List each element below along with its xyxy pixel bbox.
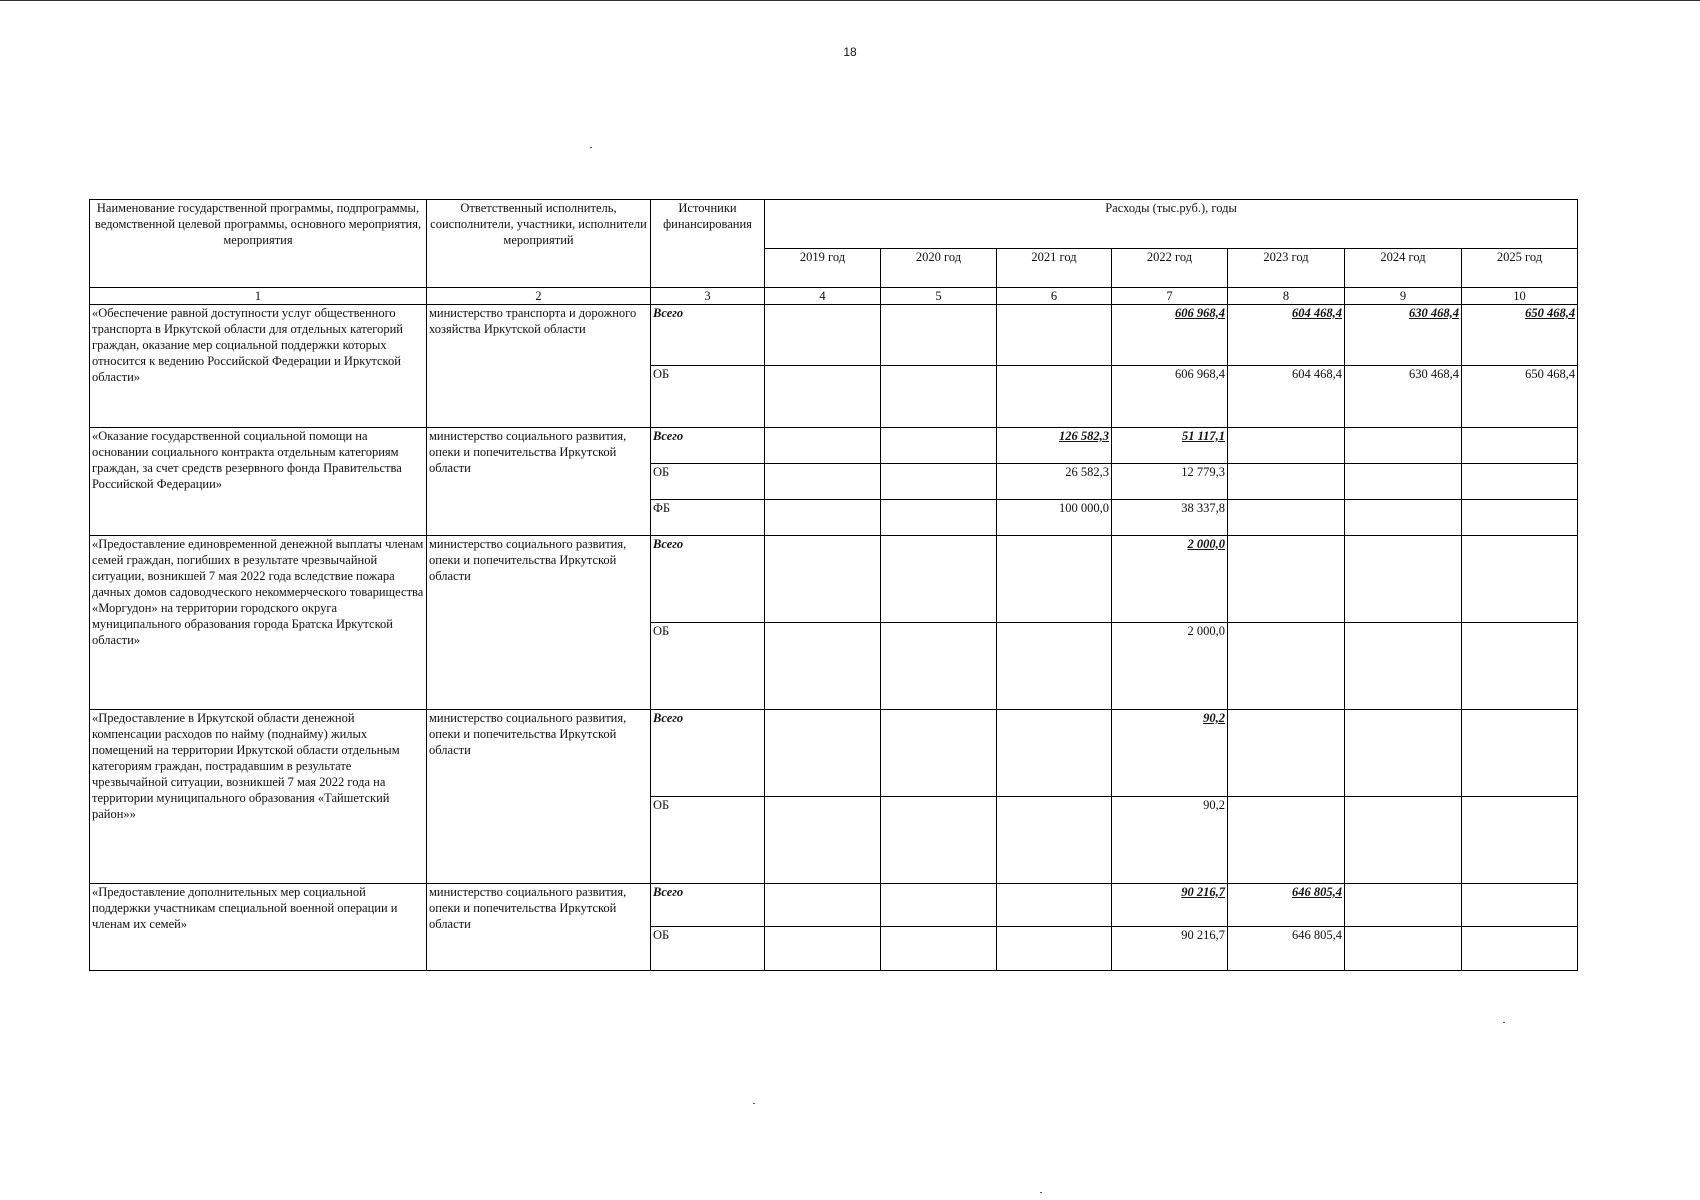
amount-value: 100 000,0 (1059, 501, 1109, 515)
amount-cell (1112, 305, 1228, 366)
amount-cell (1228, 623, 1345, 710)
scan-speck (590, 147, 592, 148)
amount-value: 90 216,7 (1181, 885, 1225, 899)
table-row (90, 428, 1578, 464)
amount-cell (1345, 710, 1462, 797)
amount-cell (1345, 536, 1462, 623)
header-year: 2020 год (881, 249, 997, 288)
header-source-column: Источники финансирования (651, 200, 765, 288)
amount-cell (1228, 884, 1345, 927)
header-year: 2019 год (765, 249, 881, 288)
amount-cell (1462, 536, 1578, 623)
amount-value: 90,2 (1203, 711, 1225, 725)
amount-value: 2 000,0 (1187, 537, 1225, 551)
amount-cell (1112, 366, 1228, 428)
amount-cell (1462, 305, 1578, 366)
scan-edge-line (0, 0, 1700, 1)
amount-value: 606 968,4 (1175, 367, 1225, 381)
amount-cell (881, 305, 997, 366)
amount-value: 90,2 (1203, 798, 1225, 812)
amount-cell (997, 366, 1112, 428)
amount-value: 650 468,4 (1525, 306, 1576, 320)
amount-cell (1228, 710, 1345, 797)
funding-source-cell: ОБ (651, 797, 765, 884)
column-number: 1 (90, 288, 427, 305)
amount-cell (881, 623, 997, 710)
amount-cell (1112, 464, 1228, 500)
amount-cell (1345, 428, 1462, 464)
executor-cell: министерство транспорта и дорожного хозяйства Иркутской области (427, 305, 651, 428)
amount-cell (1462, 428, 1578, 464)
amount-cell (881, 366, 997, 428)
table-row (90, 884, 1578, 927)
column-number: 5 (881, 288, 997, 305)
amount-cell (1345, 797, 1462, 884)
funding-source-cell: ОБ (651, 623, 765, 710)
funding-source-cell: ФБ (651, 500, 765, 536)
amount-value: 2 000,0 (1187, 624, 1225, 638)
amount-cell (765, 710, 881, 797)
amount-value: 646 805,4 (1292, 928, 1342, 942)
amount-value: 51 117,1 (1181, 429, 1225, 443)
scan-speck (1040, 1192, 1042, 1193)
amount-cell (1345, 464, 1462, 500)
amount-cell (1112, 500, 1228, 536)
column-number: 8 (1228, 288, 1345, 305)
amount-cell (881, 536, 997, 623)
amount-cell (1345, 623, 1462, 710)
amount-cell (765, 536, 881, 623)
amount-cell (765, 797, 881, 884)
amount-cell (1345, 305, 1462, 366)
executor-cell: министерство социального развития, опеки и попечительства Иркутской области (427, 428, 651, 536)
column-number: 9 (1345, 288, 1462, 305)
program-name-cell: «Предоставление единовременной денежной выплаты членам семей граждан, погибших в результате чрезвычайной ситуации, возникшей 7 мая 2022 года вследствие пожара дачных домов садоводческого некоммерческого товарищества «Моргудон» на территории городского округа муниципального образования города Братска Иркутской области» (90, 536, 427, 710)
column-number: 6 (997, 288, 1112, 305)
amount-value: 90 216,7 (1181, 928, 1225, 942)
amount-cell (1345, 366, 1462, 428)
amount-cell (1345, 884, 1462, 927)
amount-value: 606 968,4 (1175, 306, 1225, 320)
program-name-cell: «Предоставление в Иркутской области денежной компенсации расходов по найму (поднайму) жилых помещений на территории Иркутской области отдельным категориям граждан, пострадавшим в результате чрезвычайной ситуации, возникшей 7 мая 2022 года на территории муниципального образования «Тайшетский район»» (90, 710, 427, 884)
program-name-cell: «Оказание государственной социальной помощи на основании социального контракта отдельным категориям граждан, за счет средств резервного фонда Правительства Российской Федерации» (90, 428, 427, 536)
amount-cell (1462, 464, 1578, 500)
header-executor-column: Ответственный исполнитель, соисполнители, участники, исполнители мероприятий (427, 200, 651, 288)
column-number: 10 (1462, 288, 1578, 305)
amount-cell (997, 623, 1112, 710)
program-name-cell: «Предоставление дополнительных мер социальной поддержки участникам специальной военной операции и членам их семей» (90, 884, 427, 971)
amount-cell (997, 710, 1112, 797)
amount-value: 604 468,4 (1292, 306, 1342, 320)
header-year: 2022 год (1112, 249, 1228, 288)
scan-speck (1503, 1022, 1505, 1023)
amount-cell (765, 884, 881, 927)
funding-source-cell: ОБ (651, 927, 765, 971)
amount-cell (1112, 536, 1228, 623)
column-number-row (90, 288, 1578, 305)
amount-cell (881, 884, 997, 927)
amount-cell (1228, 305, 1345, 366)
amount-cell (765, 305, 881, 366)
amount-cell (1462, 366, 1578, 428)
page-number: 18 (843, 45, 857, 59)
amount-value: 38 337,8 (1181, 501, 1225, 515)
amount-cell (1462, 797, 1578, 884)
funding-source-cell: Всего (651, 428, 765, 464)
amount-cell (1462, 710, 1578, 797)
funding-source-cell: Всего (651, 710, 765, 797)
amount-cell (1228, 428, 1345, 464)
amount-cell (881, 710, 997, 797)
amount-value: 126 582,3 (1059, 429, 1109, 443)
amount-cell (1345, 927, 1462, 971)
amount-cell (1228, 927, 1345, 971)
column-number: 3 (651, 288, 765, 305)
funding-source-cell: ОБ (651, 366, 765, 428)
amount-cell (997, 464, 1112, 500)
funding-source-cell: ОБ (651, 464, 765, 500)
amount-cell (1228, 797, 1345, 884)
executor-cell: министерство социального развития, опеки и попечительства Иркутской области (427, 884, 651, 971)
amount-cell (881, 797, 997, 884)
amount-value: 630 468,4 (1409, 367, 1459, 381)
header-year: 2024 год (1345, 249, 1462, 288)
amount-cell (1228, 366, 1345, 428)
amount-value: 604 468,4 (1292, 367, 1342, 381)
header-year: 2025 год (1462, 249, 1578, 288)
amount-cell (997, 428, 1112, 464)
amount-cell (1462, 500, 1578, 536)
amount-cell (1462, 927, 1578, 971)
funding-source-cell: Всего (651, 305, 765, 366)
column-number: 7 (1112, 288, 1228, 305)
funding-source-cell: Всего (651, 884, 765, 927)
amount-cell (1462, 884, 1578, 927)
table-row (90, 305, 1578, 366)
amount-cell (881, 927, 997, 971)
header-year: 2021 год (997, 249, 1112, 288)
amount-cell (997, 305, 1112, 366)
amount-cell (765, 464, 881, 500)
amount-cell (997, 536, 1112, 623)
amount-cell (765, 927, 881, 971)
amount-cell (765, 366, 881, 428)
amount-cell (1345, 500, 1462, 536)
expenses-table (89, 199, 1578, 971)
funding-source-cell: Всего (651, 536, 765, 623)
amount-cell (1112, 884, 1228, 927)
column-number: 2 (427, 288, 651, 305)
amount-cell (881, 464, 997, 500)
amount-value: 12 779,3 (1181, 465, 1225, 479)
scan-speck (753, 1103, 755, 1104)
amount-cell (1112, 623, 1228, 710)
amount-cell (997, 927, 1112, 971)
amount-cell (1462, 623, 1578, 710)
table-row (90, 536, 1578, 623)
amount-cell (881, 428, 997, 464)
amount-cell (765, 428, 881, 464)
table-row (90, 710, 1578, 797)
amount-value: 650 468,4 (1525, 367, 1576, 381)
amount-value: 630 468,4 (1409, 306, 1459, 320)
header-expenses-group: Расходы (тыс.руб.), годы (765, 200, 1578, 249)
executor-cell: министерство социального развития, опеки и попечительства Иркутской области (427, 710, 651, 884)
amount-value: 26 582,3 (1065, 465, 1109, 479)
amount-cell (765, 500, 881, 536)
amount-cell (765, 623, 881, 710)
header-name-column: Наименование государственной программы, подпрограммы, ведомственной целевой программы, основного мероприятия, мероприятия (90, 200, 427, 288)
amount-cell (997, 884, 1112, 927)
amount-cell (881, 500, 997, 536)
amount-cell (1112, 797, 1228, 884)
amount-cell (1112, 710, 1228, 797)
amount-cell (997, 500, 1112, 536)
amount-cell (1228, 464, 1345, 500)
column-number: 4 (765, 288, 881, 305)
amount-cell (1112, 927, 1228, 971)
amount-cell (1228, 500, 1345, 536)
amount-value: 646 805,4 (1292, 885, 1342, 899)
amount-cell (1112, 428, 1228, 464)
header-year: 2023 год (1228, 249, 1345, 288)
executor-cell: министерство социального развития, опеки и попечительства Иркутской области (427, 536, 651, 710)
program-name-cell: «Обеспечение равной доступности услуг общественного транспорта в Иркутской области для отдельных категорий граждан, оказание мер социальной поддержки которых относится к ведению Российской Федерации и Иркутской области» (90, 305, 427, 428)
amount-cell (997, 797, 1112, 884)
amount-cell (1228, 536, 1345, 623)
